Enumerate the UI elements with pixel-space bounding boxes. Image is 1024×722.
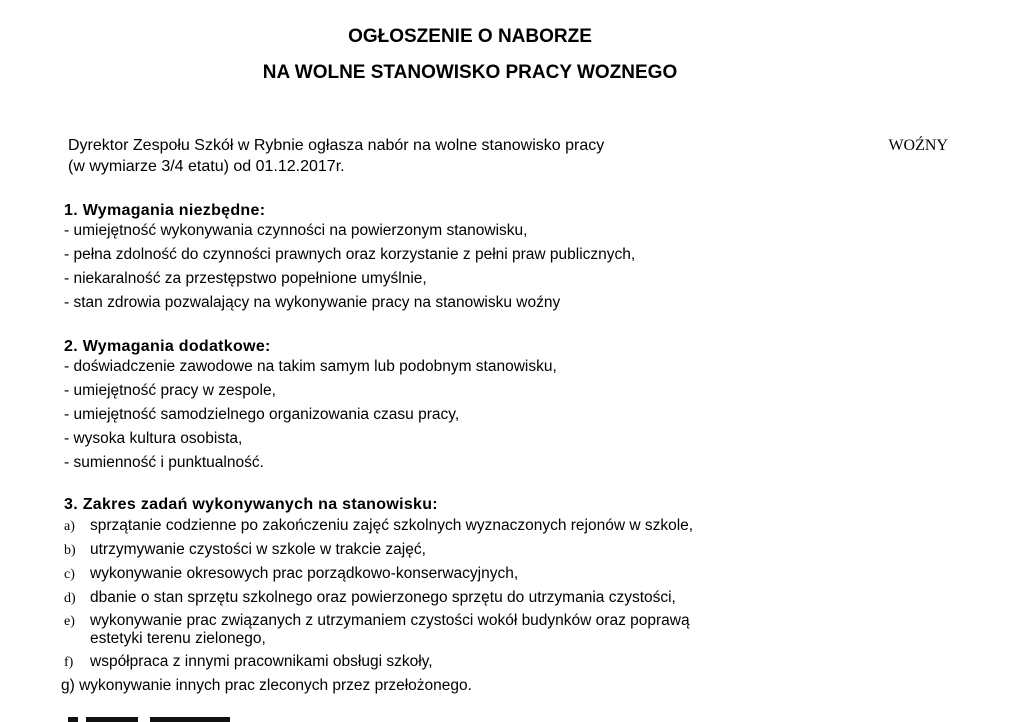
list-item: - stan zdrowia pozwalający na wykonywanie pracy na stanowisku woźny bbox=[64, 294, 561, 311]
item-label: a) bbox=[64, 519, 75, 534]
list-item: - wysoka kultura osobista, bbox=[64, 430, 243, 447]
list-item bbox=[64, 612, 690, 630]
item-label: f) bbox=[64, 655, 74, 670]
list-item-continuation: estetyki terenu zielonego, bbox=[90, 630, 266, 647]
section2-heading: 2. Wymagania dodatkowe: bbox=[64, 338, 271, 355]
section3-heading: 3. Zakres zadań wykonywanych na stanowisku: bbox=[64, 496, 438, 513]
item-text: utrzymywanie czystości w szkole w trakcie zajęć, bbox=[90, 541, 426, 558]
truncated-heading-fragment bbox=[64, 713, 244, 722]
list-item: - umiejętność samodzielnego organizowania czasu pracy, bbox=[64, 406, 460, 423]
intro-line-1 bbox=[68, 136, 948, 156]
title-line-1: OGŁOSZENIE O NABORZE bbox=[348, 26, 592, 47]
section1-heading: 1. Wymagania niezbędne: bbox=[64, 202, 266, 219]
list-item: - umiejętność pracy w zespole, bbox=[64, 382, 276, 399]
list-item bbox=[64, 541, 426, 559]
list-item: - sumienność i punktualność. bbox=[64, 454, 264, 471]
item-label: b) bbox=[64, 543, 76, 558]
list-item bbox=[64, 517, 693, 535]
position-name: WOŹNY bbox=[888, 137, 948, 154]
list-item bbox=[64, 565, 518, 583]
list-item bbox=[64, 589, 676, 607]
list-item bbox=[64, 653, 433, 671]
list-item: - doświadczenie zawodowe na takim samym lub podobnym stanowisku, bbox=[64, 358, 557, 375]
item-text: dbanie o stan sprzętu szkolnego oraz powierzonego sprzętu do utrzymania czystości, bbox=[90, 589, 676, 606]
intro-text: Dyrektor Zespołu Szkół w Rybnie ogłasza nabór na wolne stanowisko pracy bbox=[68, 137, 605, 154]
list-item: - umiejętność wykonywania czynności na powierzonym stanowisku, bbox=[64, 222, 528, 239]
list-item: - niekaralność za przestępstwo popełnione umyślnie, bbox=[64, 270, 427, 287]
list-item: g) wykonywanie innych prac zleconych przez przełożonego. bbox=[61, 677, 472, 694]
item-label: d) bbox=[64, 591, 76, 606]
list-item: - pełna zdolność do czynności prawnych oraz korzystanie z pełni praw publicznych, bbox=[64, 246, 636, 263]
title-line-2: NA WOLNE STANOWISKO PRACY WOZNEGO bbox=[262, 62, 678, 83]
item-text: wykonywanie prac związanych z utrzymaniem czystości wokół budynków oraz poprawą bbox=[90, 612, 690, 629]
item-text: wykonywanie okresowych prac porządkowo-konserwacyjnych, bbox=[90, 565, 519, 582]
intro-line-2: (w wymiarze 3/4 etatu) od 01.12.2017r. bbox=[68, 158, 345, 175]
item-label: c) bbox=[64, 567, 75, 582]
item-text: współpraca z innymi pracownikami obsługi szkoły, bbox=[90, 653, 433, 670]
item-text: sprzątanie codzienne po zakończeniu zajęć szkolnych wyznaczonych rejonów w szkole, bbox=[90, 517, 694, 534]
item-label: e) bbox=[64, 614, 75, 629]
